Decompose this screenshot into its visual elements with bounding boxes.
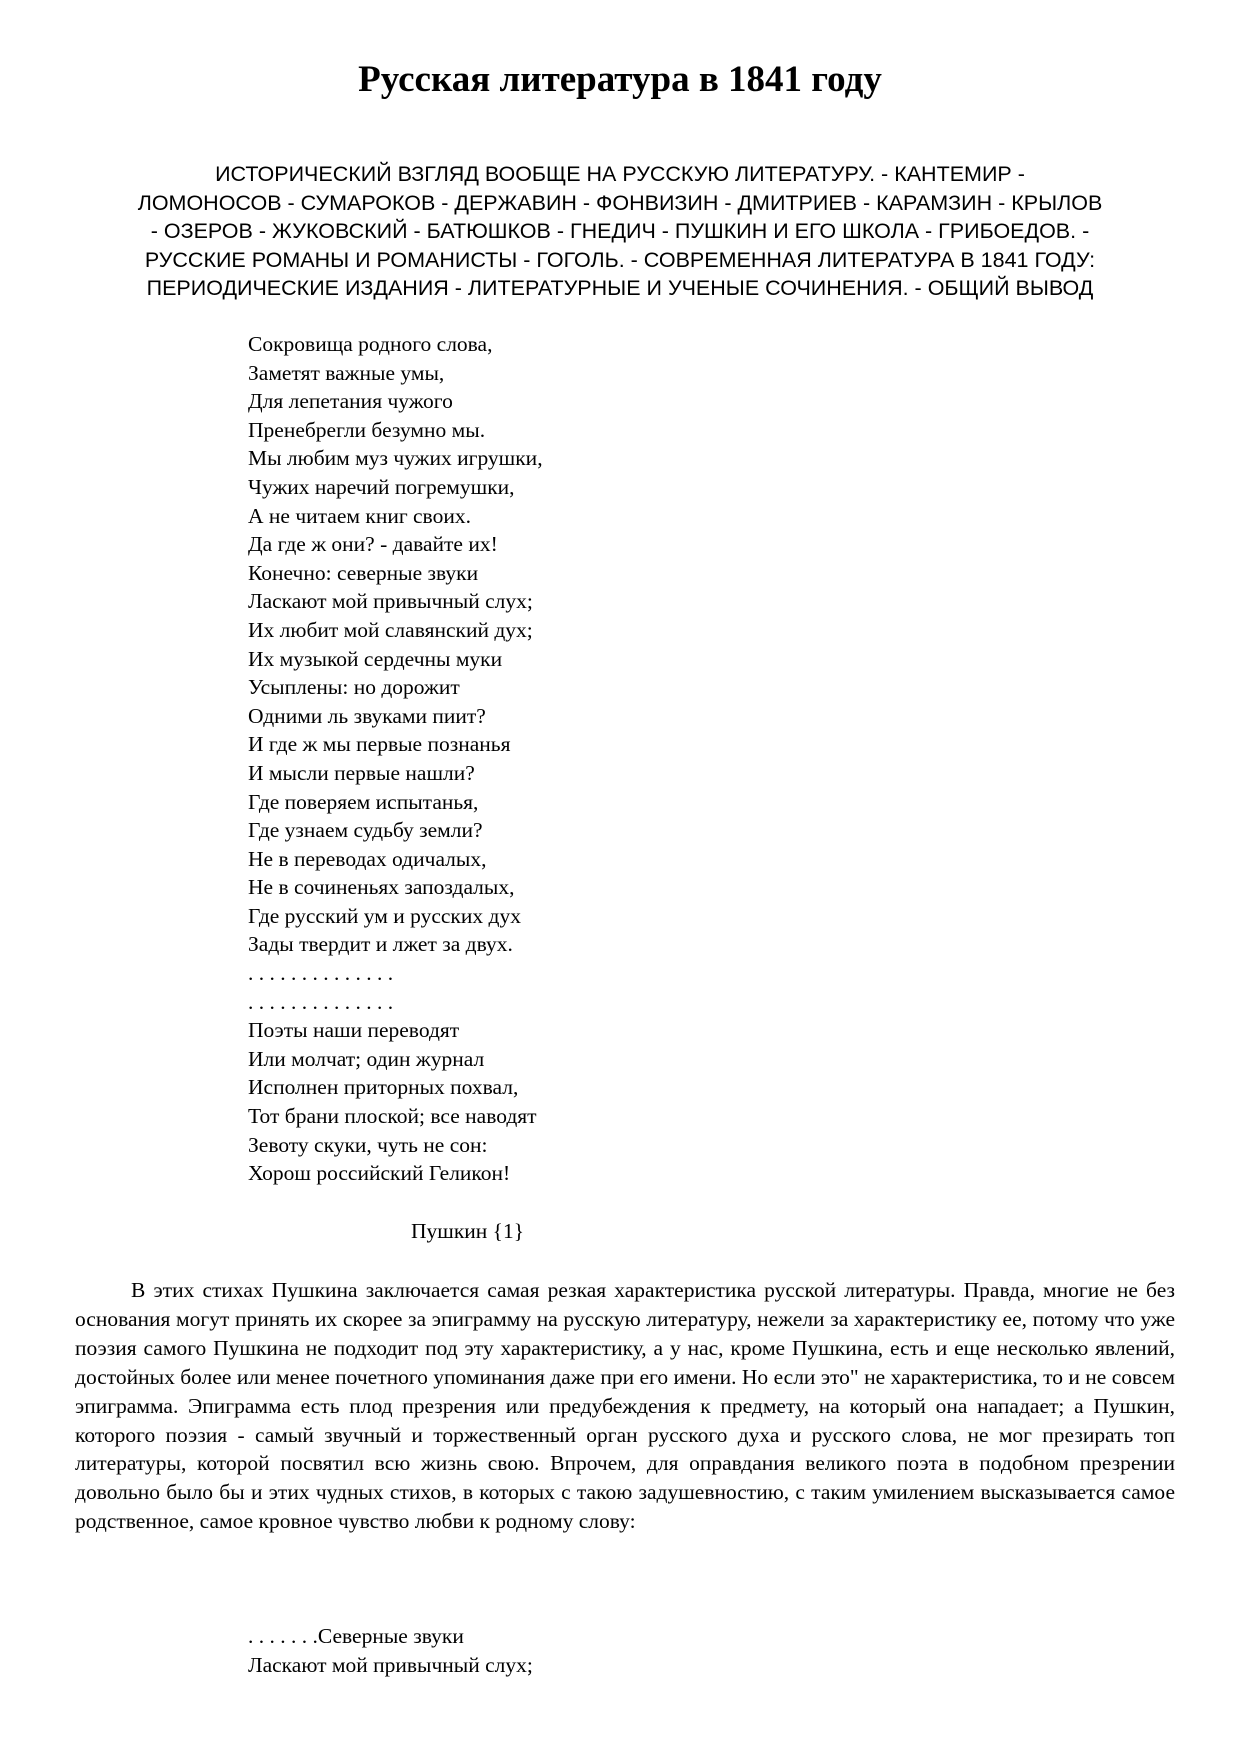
poem-line: Не в переводах одичалых,	[248, 846, 487, 871]
poem-line: Ласкают мой привычный слух;	[248, 1652, 533, 1677]
poem-line: Зевоту скуки, чуть не сон:	[248, 1132, 488, 1157]
summary-line: РУССКИЕ РОМАНЫ И РОМАНИСТЫ - ГОГОЛЬ. - СОВРЕМЕННАЯ ЛИТЕРАТУРА В 1841 ГОДУ:	[144, 247, 1096, 272]
poem-line: Их музыкой сердечны муки	[248, 646, 503, 671]
poem-line: . . . . . . .Северные звуки	[248, 1624, 464, 1648]
poem-line: Или молчат; один журнал	[248, 1046, 485, 1071]
poem-line: Мы любим муз чужих игрушки,	[248, 446, 543, 471]
poem-line: Зады твердит и лжет за двух.	[248, 932, 513, 957]
epigraph-poem	[248, 330, 948, 1188]
body-paragraph: В этих стихах Пушкина заключается самая резкая характеристика русской литературы. Правда, многие не без основания могут принять их скорее за эпиграмму на русскую литературу, нежели за характеристику ее, потому что уже поэзия самого Пушкина не подходит под эту характеристику, а у нас, кроме Пушкина, есть и еще несколько явлений, достойных более или менее почетного упоминания даже при его имени. Но если это" не характеристика, то и не совсем эпиграмма. Эпиграмма есть плод презрения или предубеждения к предмету, на который она нападает; а Пушкин, которого поэзия - самый звучный и торжественный орган русского духа и русского слова, не мог презирать топ литературы, которой посвятил всю жизнь свою. Впрочем, для оправдания великого поэта в подобном презрении довольно было бы и этих чудных стихов, в которых с такою задушевностию, с таким умилением высказывается самое родственное, самое кровное чувство любви к родному слову:	[75, 1278, 1175, 1534]
poem-line: А не читаем книг своих.	[248, 503, 471, 528]
poem-line: Да где ж они? - давайте их!	[248, 532, 498, 557]
poem-line: Заметят важные умы,	[248, 360, 445, 385]
poem-line: Сокровища родного слова,	[248, 332, 493, 356]
poem-line: Их любит мой славянский дух;	[248, 617, 533, 642]
poem-line: Чужих наречий погремушки,	[248, 474, 515, 499]
ellipsis-line: . . . . . . . . . . . . . .	[248, 989, 394, 1014]
quote-poem	[248, 1622, 948, 1679]
poem-line: Где русский ум и русских дух	[248, 903, 521, 928]
poem-line: Где узнаем судьбу земли?	[248, 818, 483, 843]
poem-line: Усыплены: но дорожит	[248, 675, 460, 700]
poem-line: Хорош российский Геликон!	[248, 1161, 511, 1186]
ellipsis-line: . . . . . . . . . . . . . .	[248, 961, 394, 986]
poem-line: Не в сочиненьях запоздалых,	[248, 875, 515, 900]
poem-line: И где ж мы первые познанья	[248, 732, 511, 757]
epigraph-attribution: Пушкин {1}	[411, 1219, 525, 1243]
poem-line: Для лепетания чужого	[248, 389, 453, 414]
poem-line: Тот брани плоской; все наводят	[248, 1104, 537, 1129]
poem-line: Ласкают мой привычный слух;	[248, 589, 533, 614]
poem-line: Где поверяем испытанья,	[248, 789, 479, 814]
chapter-summary	[66, 160, 1174, 303]
poem-line: Поэты наши переводят	[248, 1018, 460, 1043]
poem-line: Одними ль звуками пиит?	[248, 703, 486, 728]
summary-line: ЛОМОНОСОВ - СУМАРОКОВ - ДЕРЖАВИН - ФОНВИЗИН - ДМИТРИЕВ - КАРАМЗИН - КРЫЛОВ	[137, 190, 1103, 215]
summary-line: ПЕРИОДИЧЕСКИЕ ИЗДАНИЯ - ЛИТЕРАТУРНЫЕ И УЧЕНЫЕ СОЧИНЕНИЯ. - ОБЩИЙ ВЫВОД	[146, 276, 1094, 300]
poem-line: Исполнен приторных похвал,	[248, 1075, 519, 1100]
summary-line: - ОЗЕРОВ - ЖУКОВСКИЙ - БАТЮШКОВ - ГНЕДИЧ - ПУШКИН И ЕГО ШКОЛА - ГРИБОЕДОВ. -	[150, 219, 1090, 243]
summary-line: ИСТОРИЧЕСКИЙ ВЗГЛЯД ВООБЩЕ НА РУССКУЮ ЛИТЕРАТУРУ. - КАНТЕМИР -	[215, 162, 1025, 186]
poem-line: И мысли первые нашли?	[248, 760, 475, 785]
document-title: Русская литература в 1841 году	[358, 59, 882, 100]
poem-line: Пренебрегли безумно мы.	[248, 417, 486, 442]
poem-line: Конечно: северные звуки	[248, 560, 479, 585]
